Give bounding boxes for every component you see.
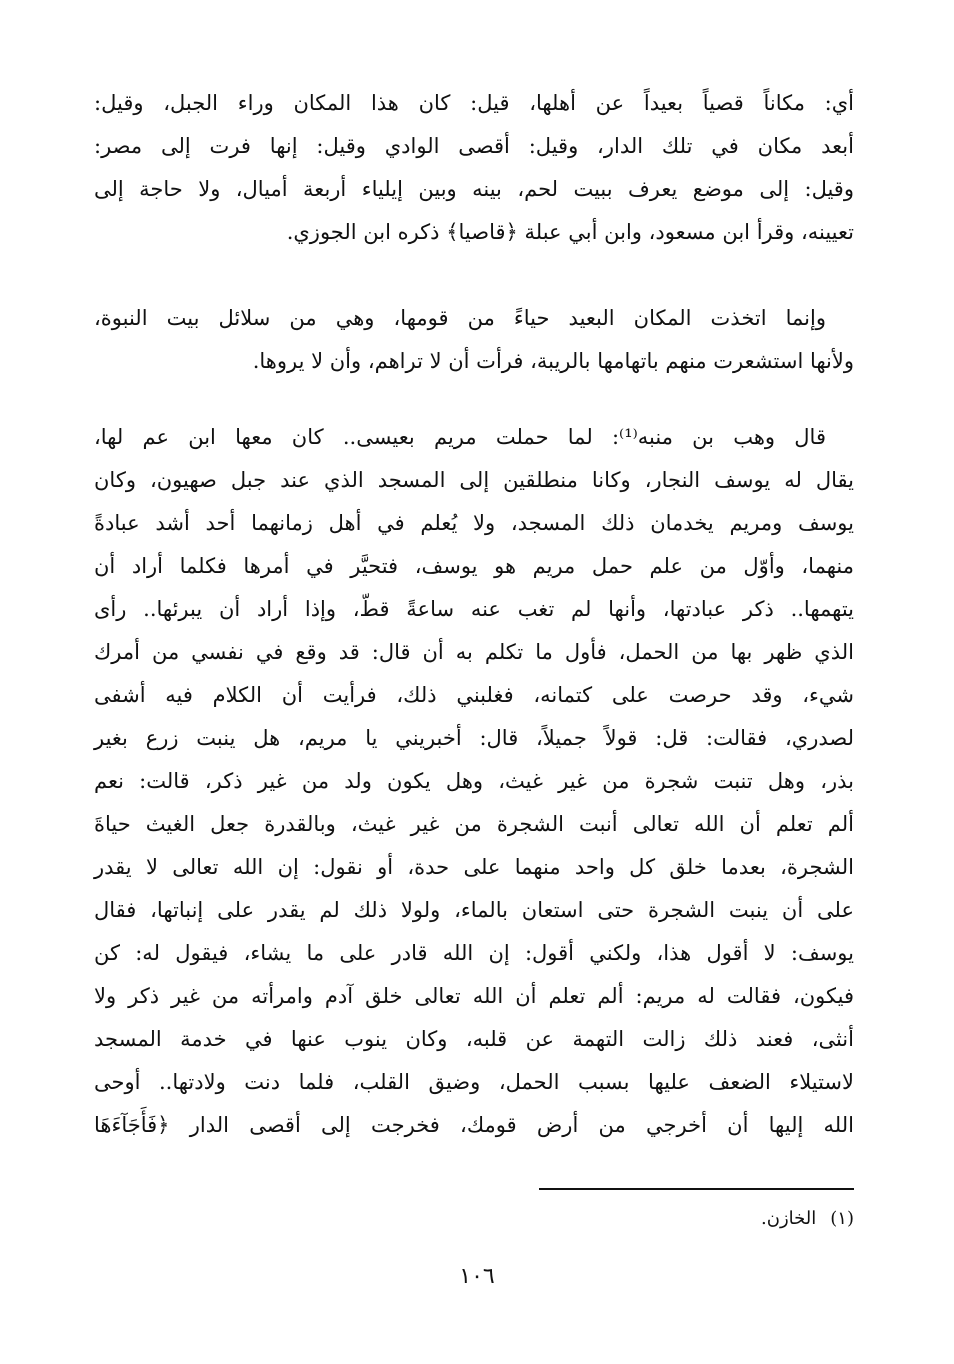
- text-line: فيكون، فقالت له مريم: ألم تعلم أن الله تعالى خلق آدم وامرأته من غير ذكر ولا: [94, 984, 854, 1008]
- text-line: وقيل: إلى موضع يعرف ببيت لحم، بينه وبين إيلياء أربعة أميال، ولا حاجة إلى: [94, 177, 854, 201]
- paragraph-1: [94, 82, 854, 254]
- text-line: أبعد مكان في تلك الدار، وقيل: أقصى الوادي وقيل: إنها فرت إلى مصر:: [94, 134, 854, 158]
- text-line: ولأنها استشعرت منهم باتهامها بالريبة، فرأت أن لا تراهم، وأن لا يروها.: [252, 349, 854, 373]
- text-line: أي: مكاناً قصياً بعيداً عن أهلها، قيل: كان هذا المكان وراء الجبل، وقيل:: [94, 91, 854, 115]
- text-line: يتهمها.. ذكر عبادتها، وأنها لم تغب عنه ساعةً قطّ، وإذا أراد أن يبرئها.. رأى: [94, 597, 854, 621]
- text-line: يقال له يوسف النجار، وكانا منطلقين إلى المسجد الذي عند جبل صهيون، وكان: [94, 468, 854, 492]
- paragraph-2: [94, 297, 854, 383]
- paragraph-3: [94, 416, 854, 1147]
- text-line: لصدري، فقالت: قل: قولاً جميلاً، قال: أخبريني يا مريم، هل ينبت زرع بغير: [94, 726, 854, 750]
- page-number: ١٠٦: [459, 1264, 495, 1289]
- text-line: الله إليها أن أخرجي من أرض قومك، فخرجت إلى أقصى الدار ﴿فَأَجَآءَهَا: [94, 1113, 854, 1137]
- text-line: يوسف ومريم يخدمان ذلك المسجد، ولا يُعلم في أهل زمانهما أحد أشد عبادةً: [94, 511, 854, 535]
- footnote: [454, 1204, 854, 1234]
- text-line: يوسف: لا أقول هذا، ولكني أقول: إن الله قادر على ما يشاء، فيقول له: كن: [94, 941, 854, 965]
- text-line: لاستيلاء الضعف عليها بسبب الحمل، وضيق القلب، فلما دنت ولادتها.. أوحى: [94, 1070, 854, 1094]
- text-line: أنثى، فعند ذلك زالت التهمة عن قلبه، وكان ينوب عنها في خدمة المسجد: [94, 1027, 854, 1051]
- text-line: ألم تعلم أن الله تعالى أنبت الشجرة من غير غيث، وبالقدرة جعل الغيث حياةَ: [94, 812, 854, 836]
- text-line: على أن ينبت الشجرة حتى استعان بالماء، ولولا ذلك لم يقدر على إنباتها، فقال: [94, 898, 854, 922]
- text-line: شيء، وقد حرصت على كتمانه، فغلبني ذلك، فرأيت أن الكلام فيه أشفى: [94, 683, 854, 707]
- text-line: الذي ظهر بها من الحمل، فأول ما تكلم به أن قال: قد وقع في نفسي من أمرك: [94, 640, 854, 664]
- text-line: تعيينه، وقرأ ابن مسعود، وابن أبي عبلة ﴿قاصيا﴾ ذكره ابن الجوزي.: [286, 220, 854, 244]
- text-line: بذر، وهل تنبت شجرة من غير غيث، وهل يكون ولد من غير ذكر، قالت: نعم: [94, 769, 854, 793]
- footnote-marker: (١): [830, 1208, 854, 1229]
- text-line: قال وهب بن منبه⁽¹⁾: لما حملت مريم بعيسى.. كان معها ابن عم لها،: [94, 425, 826, 449]
- text-line: منهما، وأوّل من علم حمل مريم هو يوسف، فتحيَّر في أمرها فكلما أراد أن: [94, 554, 854, 578]
- text-line: الشجرة، بعدما خلق كل واحد منهما على حدة، أو نقول: إن الله تعالى لا يقدر: [94, 855, 854, 879]
- footnote-divider: [539, 1188, 854, 1190]
- footnote-text: الخازن.: [761, 1208, 817, 1229]
- text-line: وإنما اتخذت المكان البعيد حياءً من قومها، وهي من سلائل بيت النبوة،: [94, 306, 826, 330]
